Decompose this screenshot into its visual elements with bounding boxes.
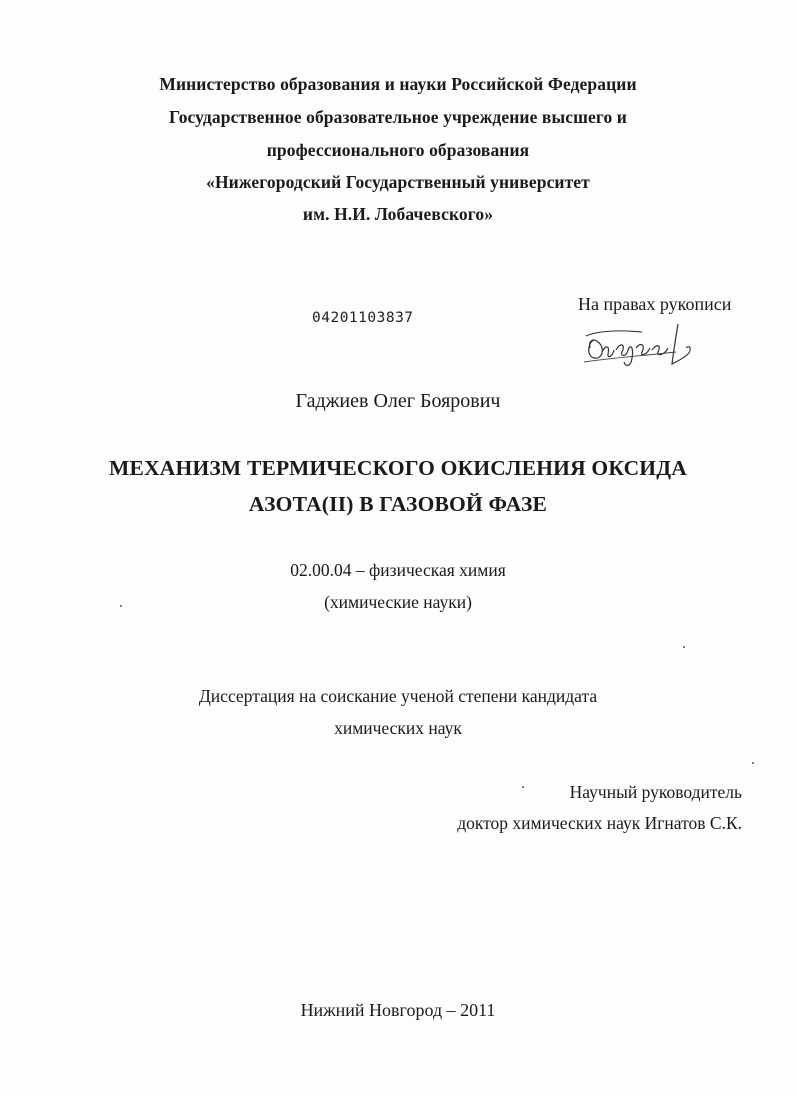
institution-line-continued: профессионального образования — [266, 140, 530, 160]
institution-line: Государственное образовательное учреждение высшего и — [169, 107, 627, 127]
author-name: Гаджиев Олег Боярович — [295, 390, 501, 412]
place-and-year: Нижний Новгород – 2011 — [300, 1000, 496, 1020]
degree-statement: Диссертация на соискание ученой степени кандидата — [198, 686, 598, 706]
scan-speck — [120, 605, 122, 607]
thesis-title-line-1: МЕХАНИЗМ ТЕРМИЧЕСКОГО ОКИСЛЕНИЯ ОКСИДА — [109, 456, 687, 480]
university-honorific: им. Н.И. Лобачевского» — [302, 204, 494, 224]
specialty-code: 02.00.04 – физическая химия — [290, 560, 506, 580]
supervisor-name: доктор химических наук Игнатов С.К. — [457, 813, 742, 833]
scan-speck — [752, 762, 754, 764]
scan-speck — [683, 646, 685, 648]
thesis-title-line-2: АЗОТА(II) В ГАЗОВОЙ ФАЗЕ — [248, 492, 548, 516]
handwritten-signature-icon — [580, 318, 710, 374]
degree-statement-continued: химических наук — [334, 718, 462, 738]
ministry-line: Министерство образования и науки Российской Федерации — [159, 74, 637, 94]
specialty-field: (химические науки) — [324, 592, 472, 612]
supervisor-label: Научный руководитель — [569, 782, 742, 802]
university-name: «Нижегородский Государственный университет — [206, 172, 590, 192]
rights-note: На правах рукописи — [578, 294, 732, 314]
scan-speck — [522, 786, 524, 788]
document-code: 04201103837 — [312, 310, 414, 326]
